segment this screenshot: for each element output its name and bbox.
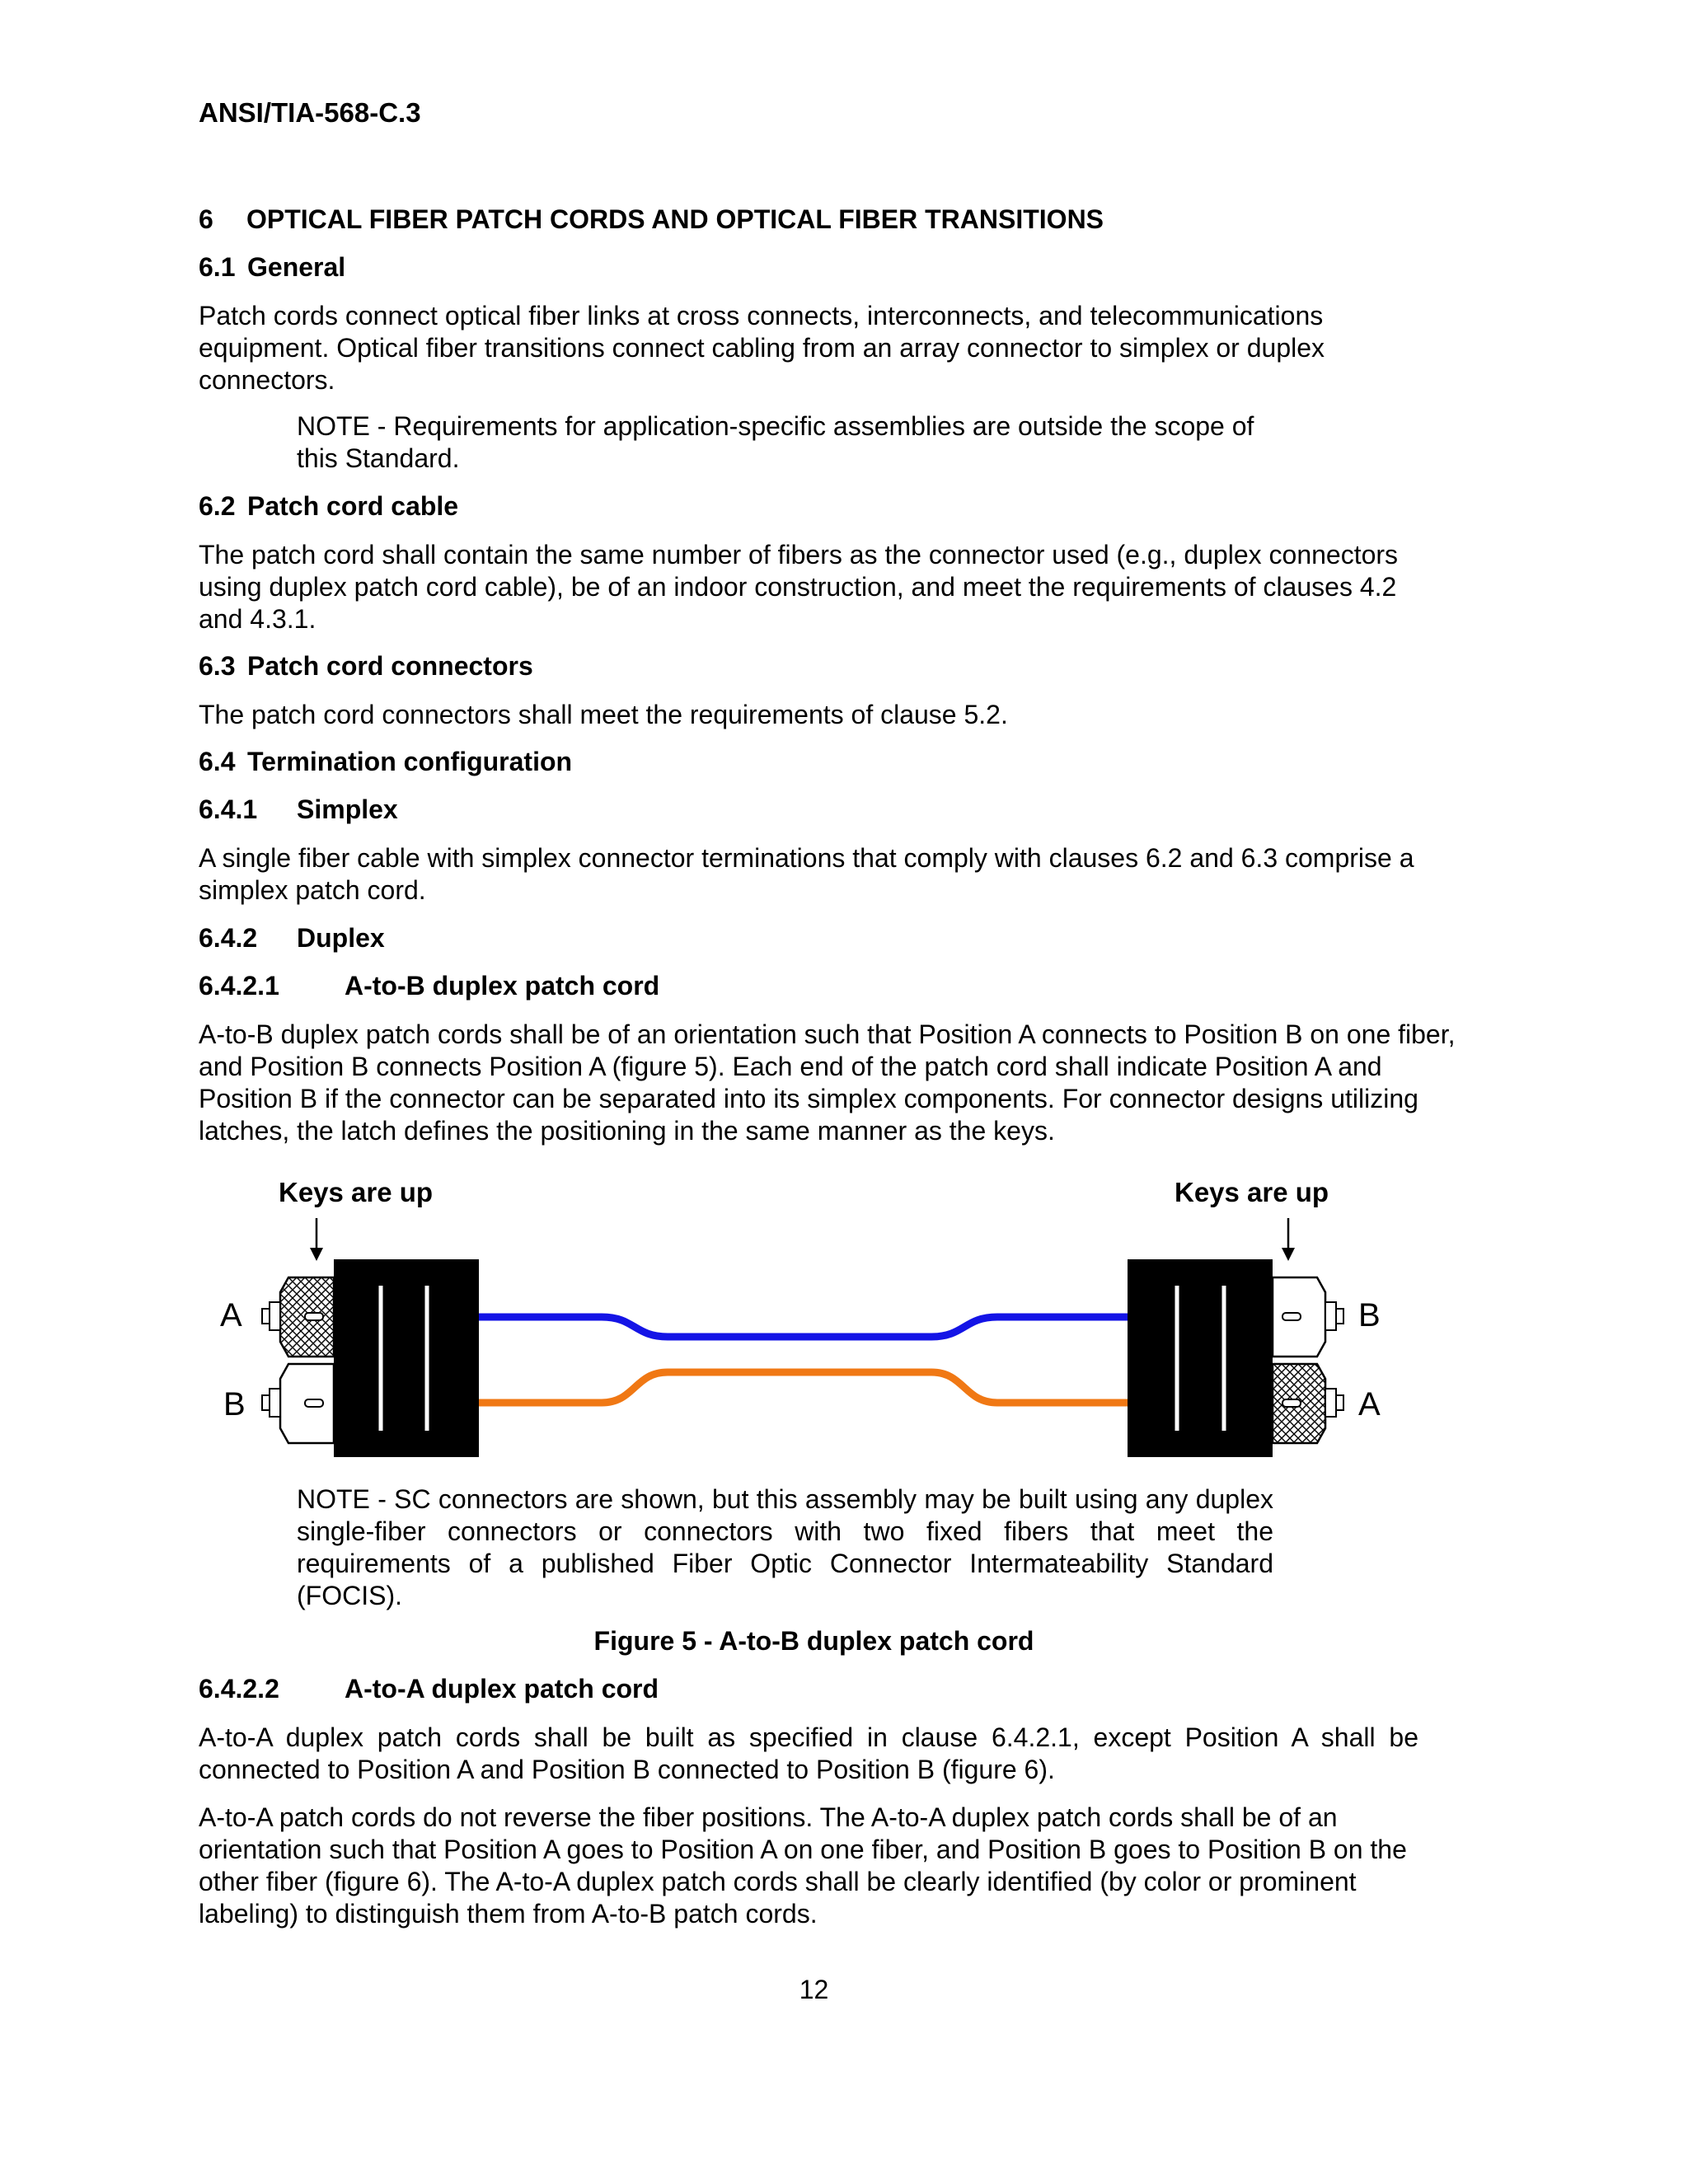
paragraph-6-3: The patch cord connectors shall meet the requirements of clause 5.2. <box>199 700 1008 729</box>
heading-number: 6.1 <box>199 252 236 282</box>
sc-connector-left-bottom <box>262 1364 334 1443</box>
heading-6-4-2-2 <box>199 1674 659 1704</box>
heading-6-1 <box>199 252 345 283</box>
paragraph-6-4-2-2-a: A-to-A duplex patch cords shall be built as specified in clause 6.4.2.1, except Position A shall be connected to Position A and Position B connected to Position B (figure 6). <box>199 1722 1418 1784</box>
position-label-right-top: B <box>1358 1297 1381 1333</box>
boot-left <box>334 1259 479 1457</box>
document-header: ANSI/TIA-568-C.3 <box>199 97 421 128</box>
page-number: 12 <box>799 1975 829 2004</box>
heading-6-4 <box>199 747 572 777</box>
fiber-orange <box>478 1372 1129 1403</box>
paragraph-6-2: The patch cord shall contain the same number of fibers as the connector used (e.g., duplex connectors using duplex patch cord cable), be of an indoor construction, and meet the requirements of clauses 4.2 and 4.3.1. <box>199 540 1399 634</box>
heading-title: Termination configuration <box>247 747 573 776</box>
sc-connector-right-top <box>1273 1277 1343 1357</box>
heading-title: General <box>247 252 346 282</box>
position-label-left-top: A <box>220 1297 242 1333</box>
fiber-blue <box>478 1317 1129 1337</box>
heading-number: 6 <box>199 204 213 234</box>
heading-title: Duplex <box>297 923 385 953</box>
boot-right <box>1128 1259 1273 1457</box>
paragraph-6-4-2-1: A-to-B duplex patch cords shall be of an orientation such that Position A connects to Position B on one fiber, and Position B connects Position A (figure 5). Each end of the patch cord shall indicate Position A and Position B if the connector can be separated into its simplex components. For connector designs utilizing latches, the latch defines the positioning in the same manner as the keys. <box>199 1019 1456 1146</box>
heading-number: 6.4.1 <box>199 794 258 824</box>
heading-6-2 <box>199 491 458 522</box>
heading-number: 6.4.2.1 <box>199 971 279 1001</box>
heading-number: 6.4.2.2 <box>199 1674 279 1704</box>
heading-6-3 <box>199 651 533 682</box>
sc-connector-right-bottom <box>1273 1364 1343 1443</box>
heading-6-4-2-1 <box>199 971 659 1001</box>
paragraph-6-4-1: A single fiber cable with simplex connector terminations that comply with clauses 6.2 and 6.3 comprise a simplex patch cord. <box>199 843 1414 905</box>
heading-number: 6.2 <box>199 491 236 521</box>
position-label-right-bottom: A <box>1358 1386 1381 1422</box>
heading-title: Patch cord connectors <box>247 651 533 681</box>
heading-6-4-2 <box>199 923 385 954</box>
position-label-left-bottom: B <box>223 1386 246 1422</box>
keys-up-label-right: Keys are up <box>1175 1177 1329 1207</box>
figure-5-note: NOTE - SC connectors are shown, but this assembly may be built using any duplex single-fiber connectors or connectors with two fixed fibers that meet the requirements of a published Fiber Optic Connector Intermateability Standard (FOCIS). <box>297 1484 1273 1610</box>
heading-6-4-1 <box>199 794 398 825</box>
note-6-1: NOTE - Requirements for application-specific assemblies are outside the scope of this Standard. <box>297 411 1254 473</box>
heading-title: OPTICAL FIBER PATCH CORDS AND OPTICAL FIBER TRANSITIONS <box>246 204 1104 234</box>
heading-title: A-to-B duplex patch cord <box>345 971 660 1001</box>
heading-title: Simplex <box>297 794 398 824</box>
heading-title: Patch cord cable <box>247 491 459 521</box>
heading-number: 6.4 <box>199 747 236 776</box>
arrow-icon-right <box>1282 1218 1295 1261</box>
keys-up-label-left: Keys are up <box>279 1177 434 1207</box>
paragraph-6-1: Patch cords connect optical fiber links at cross connects, interconnects, and telecommunications equipment. Optical fiber transitions connect cabling from an array connector to simplex or duplex connectors. <box>199 301 1325 395</box>
heading-number: 6.3 <box>199 651 236 681</box>
paragraph-6-4-2-2-b: A-to-A patch cords do not reverse the fiber positions. The A-to-A duplex patch cords shall be of an orientation such that Position A goes to Position A on one fiber, and Position B goes to Position B on the other fiber (figure 6). The A-to-A duplex patch cords shall be clearly identified (by color or prominent labeling) to distinguish them from A-to-B patch cords. <box>199 1802 1407 1929</box>
heading-title: A-to-A duplex patch cord <box>345 1674 659 1704</box>
arrow-icon-left <box>310 1218 323 1261</box>
sc-connector-left-top <box>262 1277 334 1357</box>
figure-5-caption: Figure 5 - A-to-B duplex patch cord <box>593 1626 1034 1656</box>
heading-section-6 <box>199 204 1104 235</box>
heading-number: 6.4.2 <box>199 923 258 953</box>
